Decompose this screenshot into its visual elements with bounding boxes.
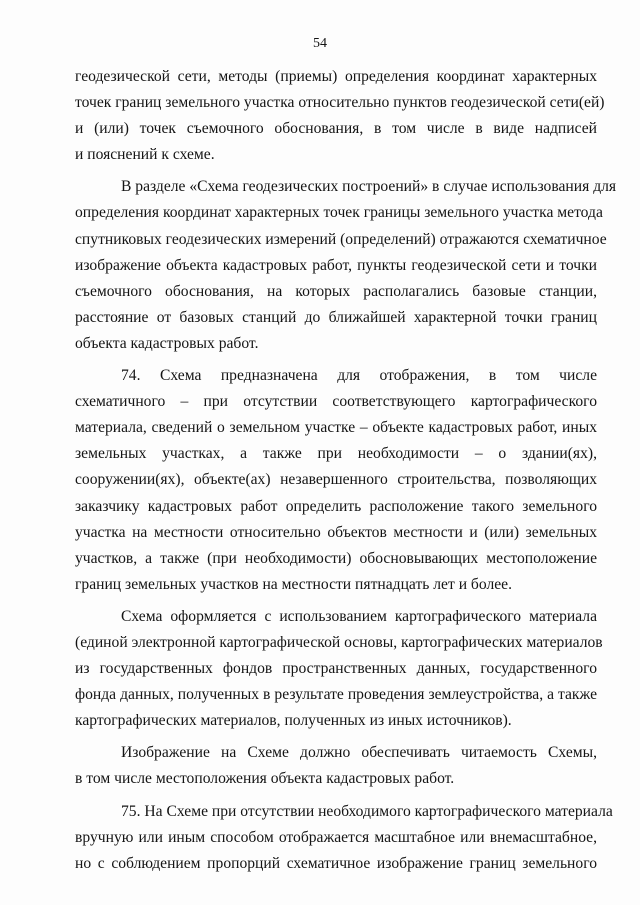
text-line: точек границ земельного участка относительно пунктов геодезической сети(ей) <box>75 94 605 112</box>
text-line: в том числе местоположения объекта кадастровых работ. <box>75 770 455 788</box>
text-line: спутниковых геодезических измерений (определений) отражаются схематичное <box>75 230 607 248</box>
text-line: (единой электронной картографической основы, картографических материалов <box>75 633 603 651</box>
paragraph-6 <box>75 799 613 877</box>
text-line: картографических материалов, полученных из иных источников). <box>75 712 512 730</box>
text-line: 74. Схема предназначена для отображения, в том числе <box>121 367 597 385</box>
text-line: и (или) точек съемочного обоснования, в том числе в виде надписей <box>75 120 597 138</box>
text-line: Схема оформляется с использованием картографического материала <box>121 607 597 625</box>
text-line: из государственных фондов пространственных данных, государственного <box>75 660 597 678</box>
text-line: участка на местности относительно объектов местности и (или) земельных <box>75 523 597 541</box>
text-line: 75. На Схеме при отсутствии необходимого картографического материала <box>121 802 613 820</box>
paragraph-5 <box>75 740 597 792</box>
text-line: вручную или иным способом отображается масштабное или внемасштабное, <box>75 828 597 846</box>
text-line: Изображение на Схеме должно обеспечивать читаемость Схемы, <box>121 744 597 762</box>
page-number: 54 <box>313 36 327 51</box>
text-line: земельных участках, а также при необходимости – о здании(ях), <box>75 445 597 463</box>
text-line: объекта кадастровых работ. <box>75 334 259 352</box>
text-line: материала, сведений о земельном участке – объекте кадастровых работ, иных <box>75 419 597 437</box>
text-line: заказчику кадастровых работ определить расположение такого земельного <box>75 497 597 515</box>
paragraph-2 <box>75 174 617 357</box>
text-line: съемочного обоснования, на которых располагались базовые станции, <box>75 282 597 300</box>
text-line: геодезической сети, методы (приемы) определения координат характерных <box>75 68 597 85</box>
text-line: участков, а также (при необходимости) обосновывающих местоположение <box>75 549 597 567</box>
text-line: фонда данных, полученных в результате проведения землеустройства, а также <box>75 686 597 704</box>
text-line: и пояснений к схеме. <box>75 146 215 164</box>
paragraph-4 <box>75 604 603 734</box>
text-line: границ земельных участков на местности пятнадцать лет и более. <box>75 575 512 593</box>
text-line: определения координат характерных точек границы земельного участка метода <box>75 204 603 222</box>
paragraph-3 <box>75 363 597 598</box>
document-body <box>75 64 617 877</box>
text-line: изображение объекта кадастровых работ, пункты геодезической сети и точки <box>75 256 597 274</box>
text-line: схематичного – при отсутствии соответствующего картографического <box>75 393 597 411</box>
text-line: но с соблюдением пропорций схематичное изображение границ земельного <box>75 854 597 872</box>
paragraph-1 <box>75 64 605 168</box>
text-line: В разделе «Схема геодезических построений» в случае использования для <box>121 178 617 196</box>
text-line: сооружении(ях), объекте(ах) незавершенного строительства, позволяющих <box>75 471 597 489</box>
text-line: расстояние от базовых станций до ближайшей характерной точки границ <box>75 308 597 326</box>
